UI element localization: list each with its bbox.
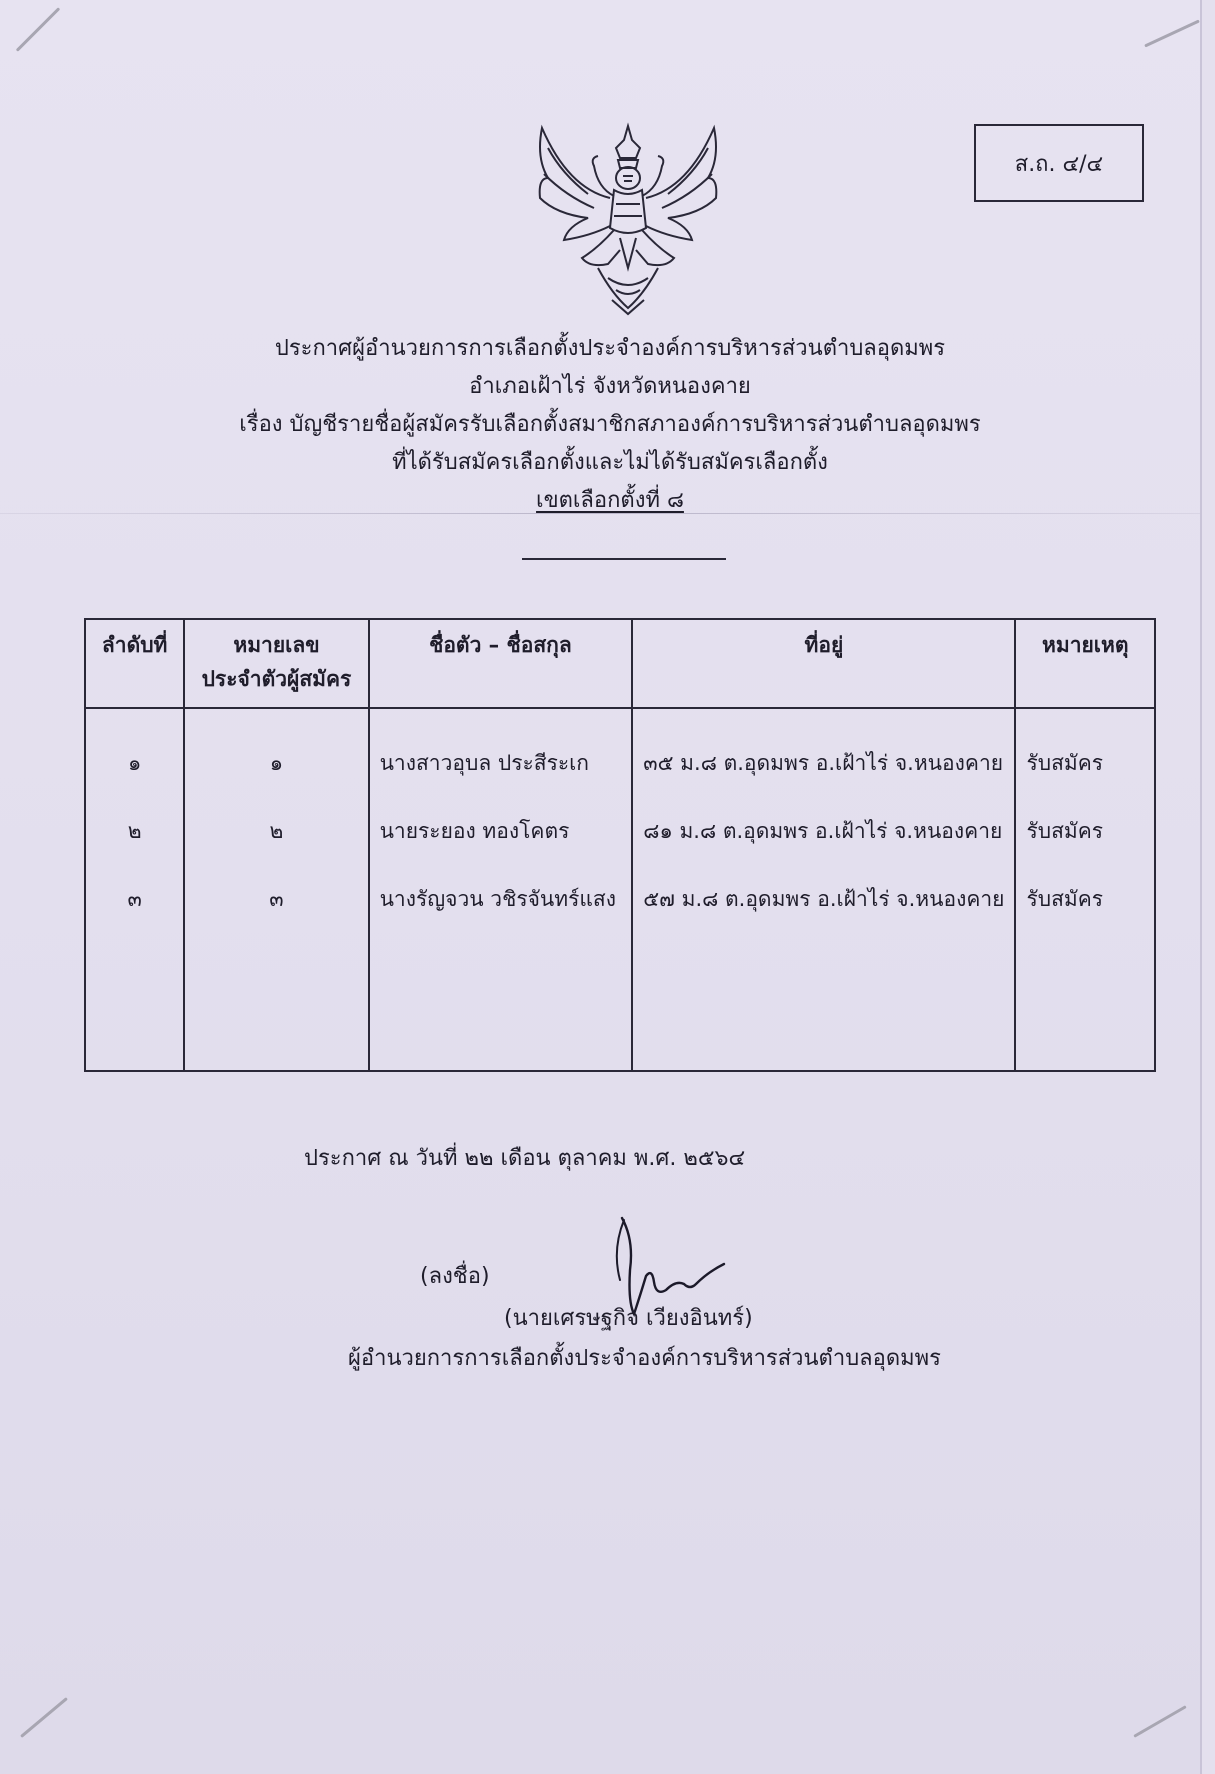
table-row — [85, 865, 1155, 933]
signer-name: (นายเศรษฐกิจ เวียงอินทร์) — [504, 1306, 753, 1331]
signer-title: ผู้อำนวยการการเลือกตั้งประจำองค์การบริหารส่วนตำบลอุดมพร — [348, 1346, 941, 1371]
cell-order: ๑ — [85, 708, 184, 797]
cell-order: ๓ — [85, 865, 184, 933]
sign-label: (ลงชื่อ) — [420, 1264, 490, 1289]
cell-number: ๒ — [184, 797, 368, 865]
empty-cell — [632, 933, 1015, 1071]
cell-remark: รับสมัคร — [1015, 865, 1155, 933]
election-district: เขตเลือกตั้งที่ ๘ — [536, 488, 684, 513]
cell-order: ๒ — [85, 797, 184, 865]
form-code: ส.ถ. ๔/๔ — [1014, 151, 1104, 177]
cell-remark: รับสมัคร — [1015, 797, 1155, 865]
empty-cell — [369, 933, 633, 1071]
staple-bottom-right — [1133, 1705, 1186, 1738]
cell-number: ๓ — [184, 865, 368, 933]
header-number-line-2: ประจำตัวผู้สมัคร — [201, 667, 352, 691]
table-row — [85, 797, 1155, 865]
heading-line-2: อำเภอเฝ้าไร่ จังหวัดหนองคาย — [469, 374, 751, 399]
cell-name: นางรัญจวน วชิรจันทร์แสง — [369, 865, 633, 933]
staple-top-right — [1144, 19, 1200, 47]
staple-bottom-left — [20, 1697, 68, 1738]
heading-line-4: ที่ได้รับสมัครเลือกตั้งและไม่ได้รับสมัครเลือกตั้ง — [392, 450, 828, 475]
header-remark: หมายเหตุ — [1015, 619, 1155, 708]
cell-remark: รับสมัคร — [1015, 708, 1155, 797]
empty-cell — [184, 933, 368, 1071]
candidate-table — [84, 618, 1156, 1072]
table-row — [85, 708, 1155, 797]
cell-address: ๓๕ ม.๘ ต.อุดมพร อ.เฝ้าไร่ จ.หนองคาย — [632, 708, 1015, 797]
header-number-line-1: หมายเลข — [233, 633, 320, 657]
heading-line-1: ประกาศผู้อำนวยการการเลือกตั้งประจำองค์การบริหารส่วนตำบลอุดมพร — [274, 336, 946, 361]
table-header-row — [85, 619, 1155, 708]
form-code-box — [974, 124, 1144, 202]
header-candidate-number — [184, 619, 368, 708]
announcement-heading — [150, 330, 1070, 520]
empty-cell — [1015, 933, 1155, 1071]
cell-address: ๕๗ ม.๘ ต.อุดมพร อ.เฝ้าไร่ จ.หนองคาย — [632, 865, 1015, 933]
table-empty-row — [85, 933, 1155, 1071]
garuda-emblem-icon — [528, 118, 728, 318]
header-order: ลำดับที่ — [85, 619, 184, 708]
cell-address: ๘๑ ม.๘ ต.อุดมพร อ.เฝ้าไร่ จ.หนองคาย — [632, 797, 1015, 865]
heading-line-3: เรื่อง บัญชีรายชื่อผู้สมัครรับเลือกตั้งสมาชิกสภาองค์การบริหารส่วนตำบลอุดมพร — [239, 412, 981, 437]
cell-number: ๑ — [184, 708, 368, 797]
header-address: ที่อยู่ — [632, 619, 1015, 708]
empty-cell — [85, 933, 184, 1071]
header-name: ชื่อตัว – ชื่อสกุล — [369, 619, 633, 708]
staple-top-left — [16, 7, 61, 52]
cell-name: นางสาวอุบล ประสีระเก — [369, 708, 633, 797]
announcement-date: ประกาศ ณ วันที่ ๒๒ เดือน ตุลาคม พ.ศ. ๒๕๖๔ — [304, 1146, 746, 1171]
cell-name: นายระยอง ทองโคตร — [369, 797, 633, 865]
heading-separator — [522, 558, 726, 560]
